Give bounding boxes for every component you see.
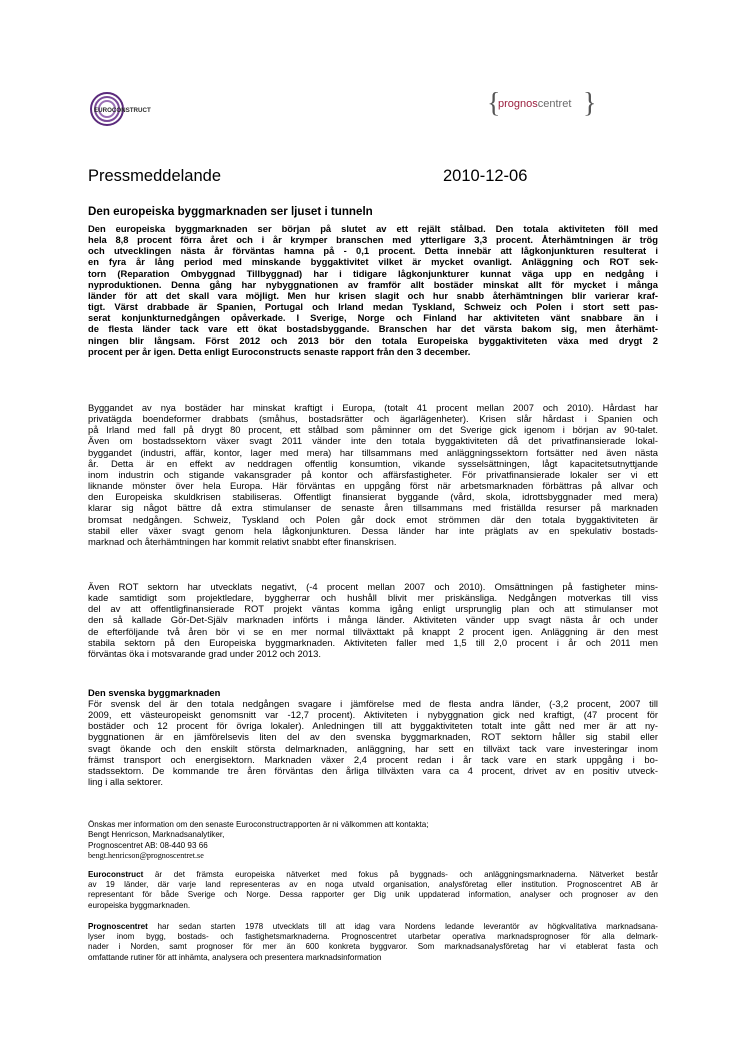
section-heading-sweden: Den svenska byggmarknaden xyxy=(88,687,221,698)
contact-info xyxy=(88,820,658,861)
document-type: Pressmeddelande xyxy=(88,167,221,185)
about-prognoscentret: Prognoscentret har sedan starten 1978 utvecklats till att idag vara Nordens ledande leverantör av högkvalitativa marknadsana- lyser inom bygg, bostads- och fastighetsmarknaderna. Prognoscentret utarbetar operativa marknadsprognoser för alla delmark- nader i Norden, samt prognoser för mer än 600 konkreta byggvaror. Som marknadsanalysföretag har vi etablerat fasta och omfattande rutiner för att inhämta, analysera och presentera marknadsinformation xyxy=(88,922,658,962)
contact-name: Bengt Henricson, Marknadsanalytiker, xyxy=(88,830,225,840)
contact-phone: Prognoscentret AB: 08-440 93 66 xyxy=(88,840,208,850)
prognoscentret-logo xyxy=(487,86,597,126)
headline: Den europeiska byggmarknaden ser ljuset i tunneln xyxy=(88,205,373,218)
svg-text:EUROCONSTRUCT: EUROCONSTRUCT xyxy=(94,107,151,114)
paragraph-new-housing: Byggandet av nya bostäder har minskat kraftigt i Europa, (totalt 41 procent mellan 2007 och 2010). Hårdast har privatägda boendeformer drabbats (småhus, bostadsrätter och ägarlägenheter). Krisen slår hårdast i Spanien och på Irland med fall på drygt 80 procent, ett stålbad som påminner om det Sverige gick igenom i början av 90-talet. Även om bostadssektorn växer svagt 2011 vänder inte den totala byggaktiviteten då det privatfinansierade lokal- byggandet (industri, affär, kontor, lager med mera) har tillsammans med anläggningssektorn fortsätter ned även nästa år. Detta är en effekt av neddragen offentlig konsumtion, vikande sysselsättningen, lågt kapacitetsutnyttjande inom industrin och stigande vakansgrader på kontor och affärsfastigheter. För privatfinansierade lokaler ser vi ett liknande mönster över hela Europa. Här förväntas en uppgång först när arbetsmarknaden förbättras på allvar och den Europeiska skuldkrisen stabiliseras. Offentligt finansierat byggande (vård, skola, idrottsbyggnader med mera) klarar sig något bättre då extra stimulanser de senaste åren tillsammans med friställda resurser på marknaden bromsat nedgången. Schweiz, Tyskland och Polen går dock emot strömmen där den totala byggaktiviteten är stabil eller växer svagt genom hela lågkonjunkturen. Dessa länder har inte präglats av en spekulativ bostads- marknad och återhämtningen har kommit relativt snabbt efter finanskrisen. xyxy=(88,402,658,547)
contact-intro: Önskas mer information om den senaste Euroconstructrapporten är ni välkommen att kontakta; xyxy=(88,820,429,829)
document-date: 2010-12-06 xyxy=(443,167,528,185)
about-euroconstruct: Euroconstruct är det främsta europeiska nätverket med fokus på byggnads- och anläggningsmarknaderna. Nätverket består av 19 länder, där varje land representeras av en noga utvald organisation, analysföretag eller institution. Prognoscentret AB är representant för både Sverige och Norge. Dessa rapporter ger Dig unik uppdaterad information, analyser och prognoser av den europeiska byggmarknaden. xyxy=(88,870,658,910)
euroconstruct-logo xyxy=(88,90,164,130)
svg-text:}: } xyxy=(583,88,597,119)
svg-text:prognoscentret: prognoscentret xyxy=(498,98,572,110)
svg-text:{: { xyxy=(487,88,501,119)
paragraph-rot-sector: Även ROT sektorn har utvecklats negativt, (-4 procent mellan 2007 och 2010). Omsättningen på fastigheter mins- kade samtidigt som projektledare, byggherrar och hushåll blivit mer priskänsliga. Nedgången motverkas till viss del av att offentligfinansierade ROT projekt väntas komma igång enligt ursprunglig plan och att stimulanser mot den så kallade Gör-Det-Själv marknaden införts i många länder. Aktiviteten vänder upp svagt nästa år och under de efterföljande två åren bör vi se en mer normal tillväxttakt på knappt 2 procent igen. Anläggning är den mest stabila sektorn på den Europeiska byggmarknaden. Aktiviteten faller med 1,5 till 2,0 procent i år och 2011 men förväntas öka i motsvarande grad under 2012 och 2013. xyxy=(88,581,658,659)
lead-paragraph: Den europeiska byggmarknaden ser början på slutet av ett rejält stålbad. Den totala aktiviteten föll med hela 8,8 procent förra året och i år krymper branschen med ytterligare 3,3 procent. Återhämtningen är trög och utvecklingen nästa år förväntas hamna på - 0,1 procent. Detta innebär att lågkonjunkturen resulterat i en fyra år lång period med minskande byggaktivitet vilket är mycket ovanligt. Anläggning och ROT sek- torn (Reparation Ombyggnad Tillbyggnad) har i tidigare lågkonjunkturer kunnat väga upp en nedgång i nyproduktionen. Denna gång har nybyggnationen av framför allt bostäder minskat allt för mycket i många länder för att det skall vara möjligt. Men hur krisen slagit och hur snabb återhämtningen blir varierar kraf- tigt. Värst drabbade är Spanien, Portugal och Irland medan Tyskland, Schweiz och Polen i stort sett pas- serat konjunkturnedgången opåverkade. I Sverige, Norge och Finland har aktiviteten vänt snabbare än i de flesta länder tack vare ett ökat bostadsbyggande. Branschen har det värsta bakom sig, men återhämt- ningen blir långsam. Först 2012 och 2013 bör den totala Europeiska byggaktiviteten växa med drygt 2 procent per år igen. Detta enligt Euroconstructs senaste rapport från den 3 december. xyxy=(88,223,658,357)
paragraph-sweden: För svensk del är den totala nedgången svagare i jämförelse med de flesta andra länder, (-3,2 procent, 2007 till 2009, ett västeuropeiskt genomsnitt var -12,7 procent). Aktiviteten i nybyggnation gick ned kraftigt, (47 procent för bostäder och 12 procent för övriga lokaler). Anledningen till att byggaktiviteten totalt inte gått ned mer är att ny- byggnationen är en jämförelsevis liten del av den svenska byggmarknaden, ROT sektorn håller sig stabil eller svagt ökande och den enskilt största delmarknaden, anläggning, har sett en tillväxt tack vare investeringar inom främst transport och energisektorn. Marknaden växer 2,4 procent redan i år tack vare en stark uppgång i bo- stadssektorn. De kommande tre åren förväntas den årliga tillväxten vara ca 4 procent, drivet av en positiv utveck- ling i alla sektorer. xyxy=(88,698,658,788)
contact-email[interactable]: bengt.henricson@prognoscentret.se xyxy=(88,850,204,860)
